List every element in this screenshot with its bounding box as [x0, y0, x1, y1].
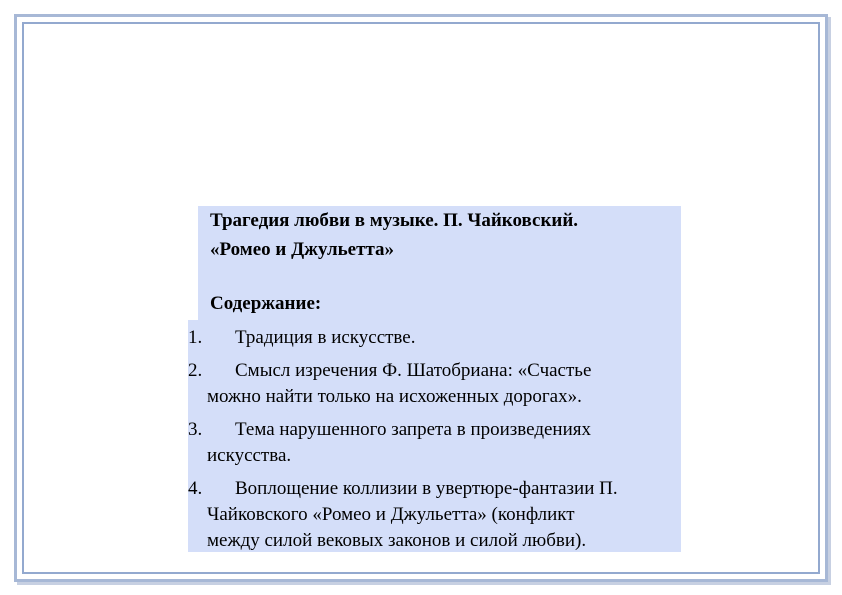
list-item-2-line-2: можно найти только на исхоженных дорогах». — [207, 386, 582, 407]
list-item-4-line-2: Чайковского «Ромео и Джульетта» (конфликт — [207, 504, 575, 525]
list-item-2-number: 2. — [188, 360, 203, 381]
list-item-3-line-1: Тема нарушенного запрета в произведениях — [235, 419, 591, 440]
list-item-1-line-1: Традиция в искусстве. — [235, 327, 416, 348]
document-title-line-2: «Ромео и Джульетта» — [210, 239, 395, 260]
list-item-3-number: 3. — [188, 419, 203, 440]
content-box — [188, 206, 681, 552]
list-item-1-number: 1. — [188, 327, 203, 348]
contents-list — [188, 320, 681, 552]
list-item-4-line-3: между силой вековых законов и силой любви). — [207, 530, 587, 551]
header-block — [198, 206, 681, 320]
list-item-4-number: 4. — [188, 478, 203, 499]
document-title-line-1: Трагедия любви в музыке. П. Чайковский. — [210, 210, 579, 231]
list-item-4-line-1: Воплощение коллизии в увертюре-фантазии П. — [235, 478, 618, 499]
list-item-2-line-1: Смысл изречения Ф. Шатобриана: «Счастье — [235, 360, 592, 381]
list-item-3-line-2: искусства. — [207, 445, 292, 466]
contents-heading: Содержание: — [210, 293, 322, 314]
